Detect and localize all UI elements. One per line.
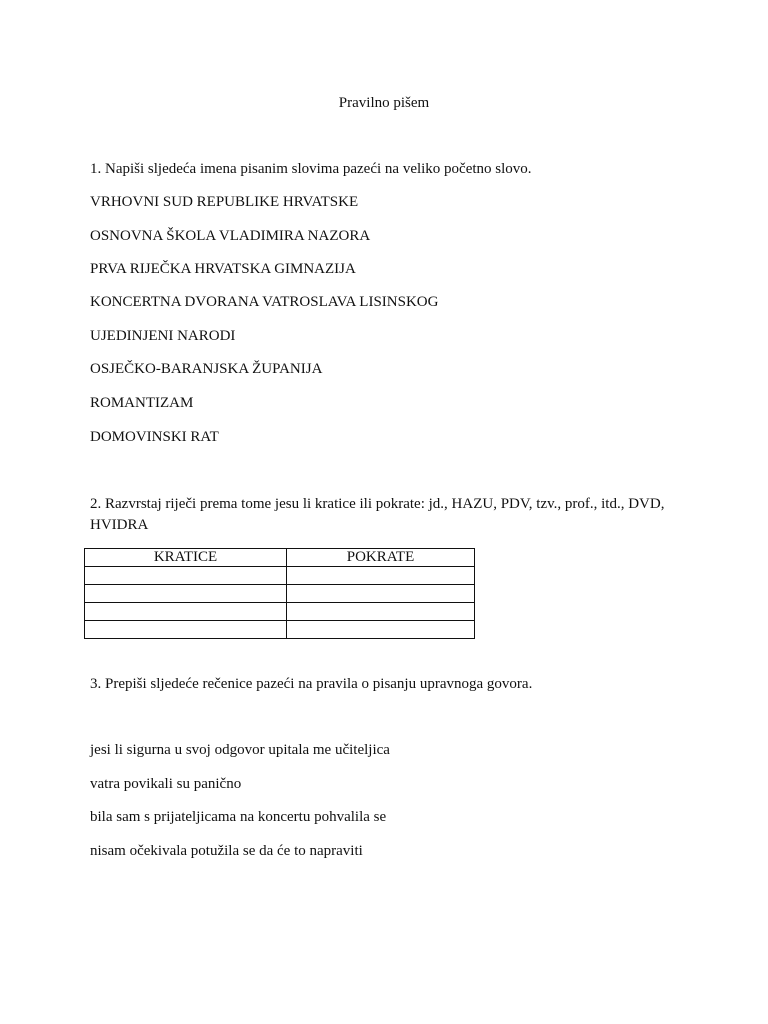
task1-item: VRHOVNI SUD REPUBLIKE HRVATSKE (90, 194, 359, 210)
table-cell[interactable] (287, 621, 475, 639)
table-cell[interactable] (287, 567, 475, 585)
task1-item: UJEDINJENI NARODI (90, 328, 236, 344)
table-row (85, 603, 475, 621)
task1-item: KONCERTNA DVORANA VATROSLAVA LISINSKOG (90, 294, 439, 310)
table-cell[interactable] (85, 621, 287, 639)
task3-sentence: nisam očekivala potužila se da će to napraviti (90, 843, 363, 859)
task2-instruction: 2. Razvrstaj riječi prema tome jesu li kratice ili pokrate: jd., HAZU, PDV, tzv., prof., itd., DVD, HVIDRA (90, 496, 665, 533)
sorting-table (84, 548, 475, 639)
task3-sentence: bila sam s prijateljicama na koncertu pohvalila se (90, 809, 387, 825)
table-header-row (85, 549, 475, 567)
task1-item: ROMANTIZAM (90, 395, 194, 411)
table-cell[interactable] (287, 603, 475, 621)
task3-sentence: vatra povikali su panično (90, 776, 242, 792)
task1-instruction: 1. Napiši sljedeća imena pisanim slovima pazeći na veliko početno slovo. (90, 161, 532, 177)
table-row (85, 567, 475, 585)
task1-item: OSJEČKO-BARANJSKA ŽUPANIJA (90, 361, 323, 377)
page-title: Pravilno pišem (338, 95, 430, 111)
task3-sentence: jesi li sigurna u svoj odgovor upitala me učiteljica (90, 742, 390, 758)
table-row (85, 621, 475, 639)
column-header-pokrate: POKRATE (287, 549, 475, 567)
task1-item: DOMOVINSKI RAT (90, 429, 219, 445)
table-cell[interactable] (287, 585, 475, 603)
task1-item: OSNOVNA ŠKOLA VLADIMIRA NAZORA (90, 228, 371, 244)
table-cell[interactable] (85, 585, 287, 603)
task3-instruction: 3. Prepiši sljedeće rečenice pazeći na pravila o pisanju upravnoga govora. (90, 676, 533, 692)
table-cell[interactable] (85, 603, 287, 621)
table-cell[interactable] (85, 567, 287, 585)
task1-item: PRVA RIJEČKA HRVATSKA GIMNAZIJA (90, 261, 356, 277)
column-header-kratice: KRATICE (85, 549, 287, 567)
table-row (85, 585, 475, 603)
